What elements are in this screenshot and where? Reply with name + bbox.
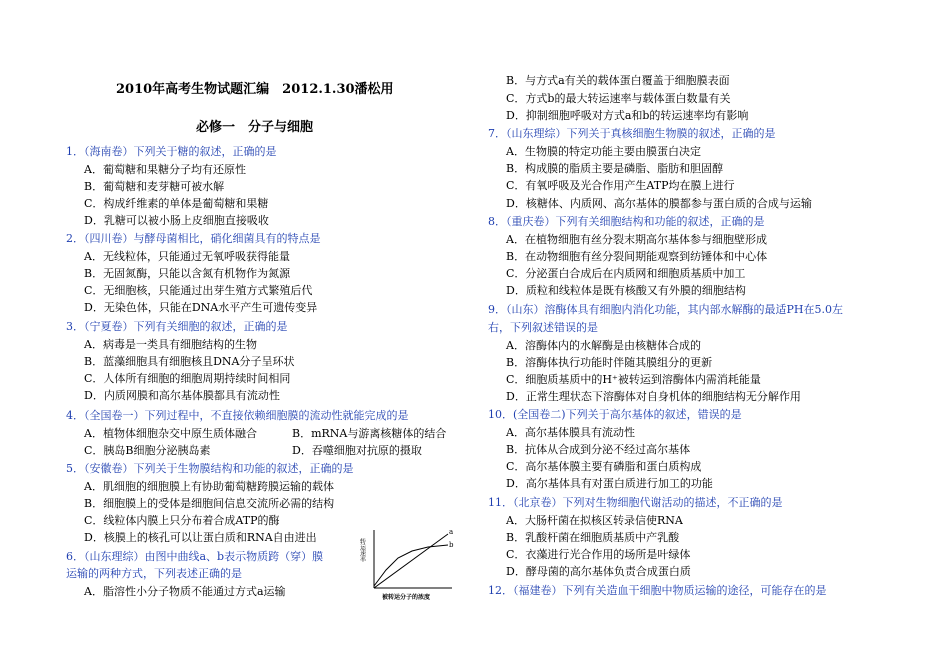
question-10-option-a: A．高尔基体膜具有流动性 <box>506 426 635 439</box>
question-1-option-b: B．葡萄糖和麦芽糖可被水解 <box>84 180 225 193</box>
question-11-option-a: A．大肠杆菌在拟核区转录信使RNA <box>506 514 683 527</box>
question-3-option-a: A．病毒是一类具有细胞结构的生物 <box>84 338 257 351</box>
question-3-option-b: B．蓝藻细胞具有细胞核且DNA分子呈环状 <box>84 355 295 368</box>
question-6-option-b: B．与方式a有关的载体蛋白覆盖于细胞膜表面 <box>506 74 730 87</box>
question-9-option-d: D．正常生理状态下溶酶体对自身机体的细胞结构无分解作用 <box>506 390 801 403</box>
question-9-option-b: B．溶酶体执行功能时伴随其膜组分的更新 <box>506 356 713 369</box>
question-6-stem-line-1: 6．（山东理综）由图中曲线a、b表示物质跨（穿）膜 <box>66 550 324 563</box>
question-1-option-d: D．乳糖可以被小肠上皮细胞直接吸收 <box>84 214 269 227</box>
question-8-option-c: C．分泌蛋白合成后在内质网和细胞质基质中加工 <box>506 267 746 280</box>
question-2-option-d: D．无染色体，只能在DNA水平产生可遗传变异 <box>84 301 318 314</box>
question-9-option-a: A．溶酶体内的水解酶是由核糖体合成的 <box>506 339 701 352</box>
question-3-option-c: C．人体所有细胞的细胞周期持续时间相同 <box>84 372 291 385</box>
question-5-stem: 5．（安徽卷）下列关于生物膜结构和功能的叙述，正确的是 <box>66 462 354 475</box>
question-2-stem: 2．（四川卷）与酵母菌相比，硝化细菌具有的特点是 <box>66 232 321 245</box>
question-5-option-b: B．细胞膜上的受体是细胞间信息交流所必需的结构 <box>84 497 335 510</box>
transport-rate-graph-svg <box>360 526 456 602</box>
question-6-option-c: C．方式b的最大转运速率与载体蛋白数量有关 <box>506 92 731 105</box>
question-12-stem: 12．（福建卷）下列有关造血干细胞中物质运输的途径，可能存在的是 <box>488 584 827 597</box>
question-9-stem-line-2: 右，下列叙述错误的是 <box>488 321 598 334</box>
transport-rate-graph <box>360 526 456 602</box>
question-3-stem: 3．（宁夏卷）下列有关细胞的叙述，正确的是 <box>66 320 288 333</box>
question-1-option-a: A．葡萄糖和果糖分子均有还原性 <box>84 163 246 176</box>
question-7-option-b: B．构成膜的脂质主要是磷脂、脂肪和胆固醇 <box>506 162 724 175</box>
document-title: 2010年高考生物试题汇编 2012.1.30潘松用 <box>116 82 394 97</box>
question-9-stem-line-1: 9．（山东）溶酶体具有细胞内消化功能，其内部水解酶的最适PH在5.0左 <box>488 303 843 316</box>
question-5-option-c: C．线粒体内膜上只分布着合成ATP的酶 <box>84 514 280 527</box>
question-7-stem: 7．（山东理综）下列关于真核细胞生物膜的叙述，正确的是 <box>488 127 776 140</box>
section-heading: 必修一 分子与细胞 <box>196 120 314 135</box>
question-7-option-c: C．有氧呼吸及光合作用产生ATP均在膜上进行 <box>506 179 735 192</box>
question-4-stem: 4．（全国卷一）下列过程中，不直接依赖细胞膜的流动性就能完成的是 <box>66 409 409 422</box>
question-1-option-c: C．构成纤维素的单体是葡萄糖和果糖 <box>84 197 269 210</box>
question-8-option-a: A．在植物细胞有丝分裂末期高尔基体参与细胞壁形成 <box>506 233 767 246</box>
question-2-option-c: C．无细胞核，只能通过出芽生殖方式繁殖后代 <box>84 284 313 297</box>
question-4-option-c: C．胰岛B细胞分泌胰岛素 <box>84 444 211 457</box>
question-2-option-b: B．无固氮酶，只能以含氮有机物作为氮源 <box>84 267 291 280</box>
graph-x-label: 被转运分子的浓度 <box>382 594 431 601</box>
curve-a <box>374 534 448 588</box>
question-7-option-a: A．生物膜的特定功能主要由膜蛋白决定 <box>506 145 701 158</box>
question-9-option-c: C．细胞质基质中的H⁺被转运到溶酶体内需消耗能量 <box>506 373 761 386</box>
question-4-option-b: B．mRNA与游离核糖体的结合 <box>292 427 447 440</box>
question-6-option-d: D．抑制细胞呼吸对方式a和b的转运速率均有影响 <box>506 109 749 122</box>
question-10-option-b: B．抗体从合成到分泌不经过高尔基体 <box>506 443 691 456</box>
question-8-option-b: B．在动物细胞有丝分裂间期能观察到纺锤体和中心体 <box>506 250 768 263</box>
graph-y-label: 转运速率 <box>358 538 366 562</box>
question-11-option-b: B．乳酸杆菌在细胞质基质中产乳酸 <box>506 531 680 544</box>
question-11-stem: 11．（北京卷）下列对生物细胞代谢活动的描述，不正确的是 <box>488 496 783 509</box>
question-11-option-c: C．衣藻进行光合作用的场所是叶绿体 <box>506 548 691 561</box>
question-1-stem: 1．（海南卷）下列关于糖的叙述，正确的是 <box>66 145 277 158</box>
question-10-option-d: D．高尔基体具有对蛋白质进行加工的功能 <box>506 477 713 490</box>
question-4-option-d: D．吞噬细胞对抗原的摄取 <box>292 444 422 457</box>
question-6-stem-line-2: 运输的两种方式，下列表述正确的是 <box>66 567 242 580</box>
question-7-option-d: D．核糖体、内质网、高尔基体的膜都参与蛋白质的合成与运输 <box>506 197 812 210</box>
question-8-option-d: D．质粒和线粒体是既有核酸又有外膜的细胞结构 <box>506 284 746 297</box>
question-5-option-d: D．核膜上的核孔可以让蛋白质和RNA自由进出 <box>84 531 317 544</box>
question-3-option-d: D．内质网膜和高尔基体膜都具有流动性 <box>84 389 280 402</box>
question-2-option-a: A．无线粒体，只能通过无氧呼吸获得能量 <box>84 250 290 263</box>
question-10-option-c: C．高尔基体膜主要有磷脂和蛋白质构成 <box>506 460 702 473</box>
question-4-option-a: A．植物体细胞杂交中原生质体融合 <box>84 427 257 440</box>
question-10-stem: 10．(全国卷二)下列关于高尔基体的叙述，错误的是 <box>488 408 742 421</box>
question-6-option-a: A．脂溶性小分子物质不能通过方式a运输 <box>84 585 286 598</box>
question-11-option-d: D．酵母菌的高尔基体负责合成蛋白质 <box>506 565 691 578</box>
question-8-stem: 8．（重庆卷）下列有关细胞结构和功能的叙述，正确的是 <box>488 215 765 228</box>
curve-b-label: b <box>449 541 454 549</box>
question-5-option-a: A．肌细胞的细胞膜上有协助葡萄糖跨膜运输的载体 <box>84 480 334 493</box>
curve-a-label: a <box>449 528 454 536</box>
